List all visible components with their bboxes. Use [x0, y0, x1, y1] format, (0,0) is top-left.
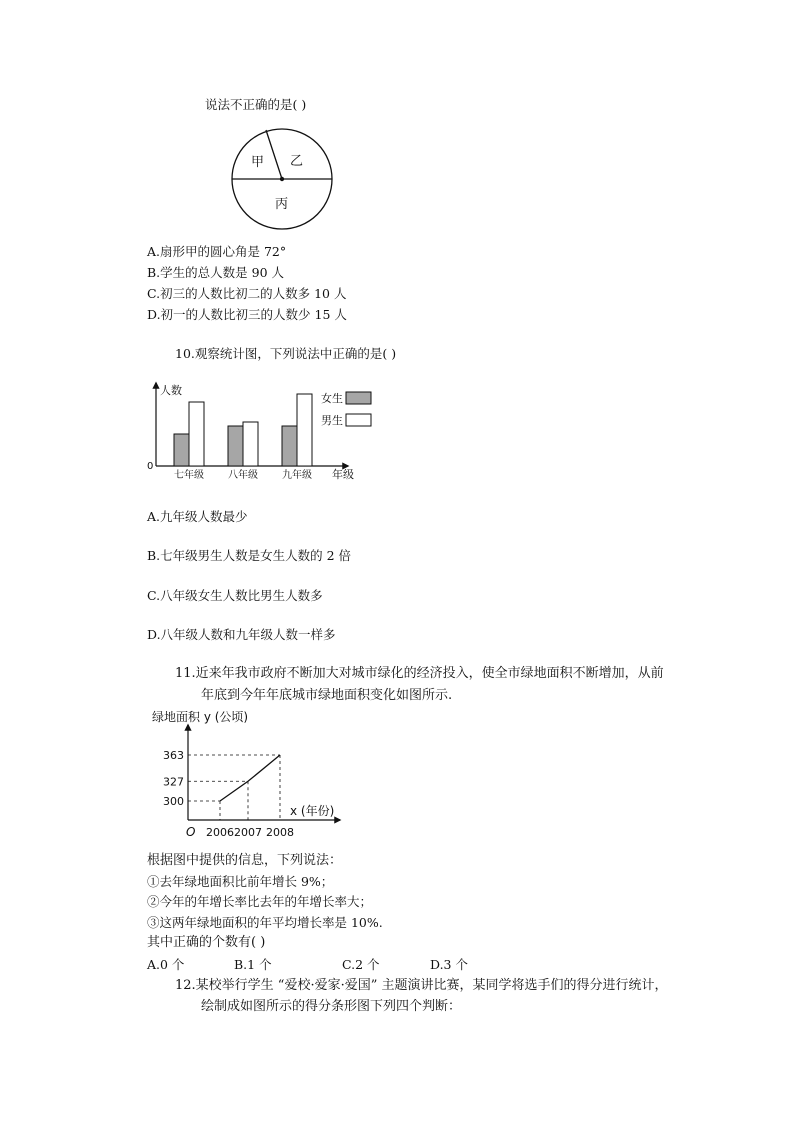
q12-stem-line2: 绘制成如图所示的得分条形图下列四个判断：	[201, 999, 462, 1014]
bar-marks	[174, 394, 312, 481]
y-tick-label: 327	[163, 775, 184, 789]
q10-stem: 10.观察统计图，下列说法中正确的是( )	[175, 346, 397, 361]
legend-swatch-male	[346, 414, 371, 426]
pie-label-yi: 乙	[290, 154, 304, 169]
bar-category-label: 九年级	[282, 470, 312, 481]
q11-info-intro: 根据图中提供的信息，下列说法：	[147, 853, 343, 868]
q11-stem-line2: 年底到今年年底城市绿地面积变化如图所示.	[201, 688, 453, 703]
q9-option-d: D.初一的人数比初三的人数少 15 人	[147, 307, 347, 322]
legend-label-female: 女生	[321, 392, 343, 405]
q11-statement-3: ③这两年绿地面积的年平均增长率是 10%.	[147, 915, 383, 930]
y-tick-label: 300	[163, 795, 184, 808]
legend-swatch-female	[346, 392, 371, 404]
bar-female-3	[282, 426, 297, 466]
line-y-axis-label: 绿地面积 y (公顷)	[152, 710, 249, 724]
q10-option-a: A.九年级人数最少	[147, 509, 248, 524]
q9-option-b: B.学生的总人数是 90 人	[147, 265, 285, 280]
pie-label-bing: 丙	[275, 197, 289, 212]
bar-x-axis-label: 年级	[332, 468, 354, 481]
bar-female-1	[174, 434, 189, 466]
q11-option-c: C.2 个	[342, 957, 380, 972]
q11-option-a: A.0 个	[147, 957, 185, 972]
pie-label-jia: 甲	[251, 155, 265, 170]
bar-category-label: 七年级	[174, 470, 204, 481]
area-series-line	[220, 755, 280, 801]
bar-male-1	[189, 402, 204, 466]
pie-center	[280, 177, 284, 181]
q9-option-a: A.扇形甲的圆心角是 72°	[147, 244, 287, 259]
q11-option-b: B.1 个	[234, 957, 272, 972]
q10-option-d: D.八年级人数和九年级人数一样多	[147, 627, 336, 642]
q10-option-b: B.七年级男生人数是女生人数的 2 倍	[147, 548, 352, 563]
q9-option-c: C.初三的人数比初二的人数多 10 人	[147, 286, 347, 301]
bar-legend	[321, 391, 371, 427]
line-x-axis-label: x (年份)	[290, 804, 335, 818]
line-marks	[163, 749, 294, 839]
q10-option-c: C.八年级女生人数比男生人数多	[147, 588, 323, 603]
pie-circle	[232, 129, 332, 229]
q11-stem-line1: 11.近来年我市政府不断加大对城市绿化的经济投入，使全市绿地面积不断增加，从前	[175, 666, 664, 681]
q11-option-d: D.3 个	[430, 957, 468, 972]
x-tick-label: 2007	[234, 826, 262, 839]
line-origin-label: O	[186, 825, 196, 839]
x-tick-label: 2006	[206, 826, 234, 839]
q11-question: 其中正确的个数有( )	[147, 935, 266, 950]
bar-origin-label: 0	[147, 461, 154, 472]
bar-category-label: 八年级	[228, 470, 258, 481]
q11-statement-1: ①去年绿地面积比前年增长 9%；	[147, 874, 334, 889]
legend-label-male: 男生	[321, 414, 343, 427]
q11-statement-2: ②今年的年增长率比去年的年增长率大；	[147, 894, 373, 909]
pie-divider-radius	[266, 130, 282, 179]
q9-stem-tail: 说法不正确的是( )	[205, 97, 307, 112]
x-tick-label: 2008	[266, 826, 294, 839]
q12-stem-line1: 12.某校举行学生 “爱校·爱家·爱国” 主题演讲比赛，某同学将选手们的得分进行统计，	[175, 978, 668, 993]
bar-female-2	[228, 426, 243, 466]
bar-y-axis-label: 人数	[160, 384, 182, 397]
bar-male-2	[243, 422, 258, 466]
bar-male-3	[297, 394, 312, 466]
y-tick-label: 363	[163, 749, 184, 762]
